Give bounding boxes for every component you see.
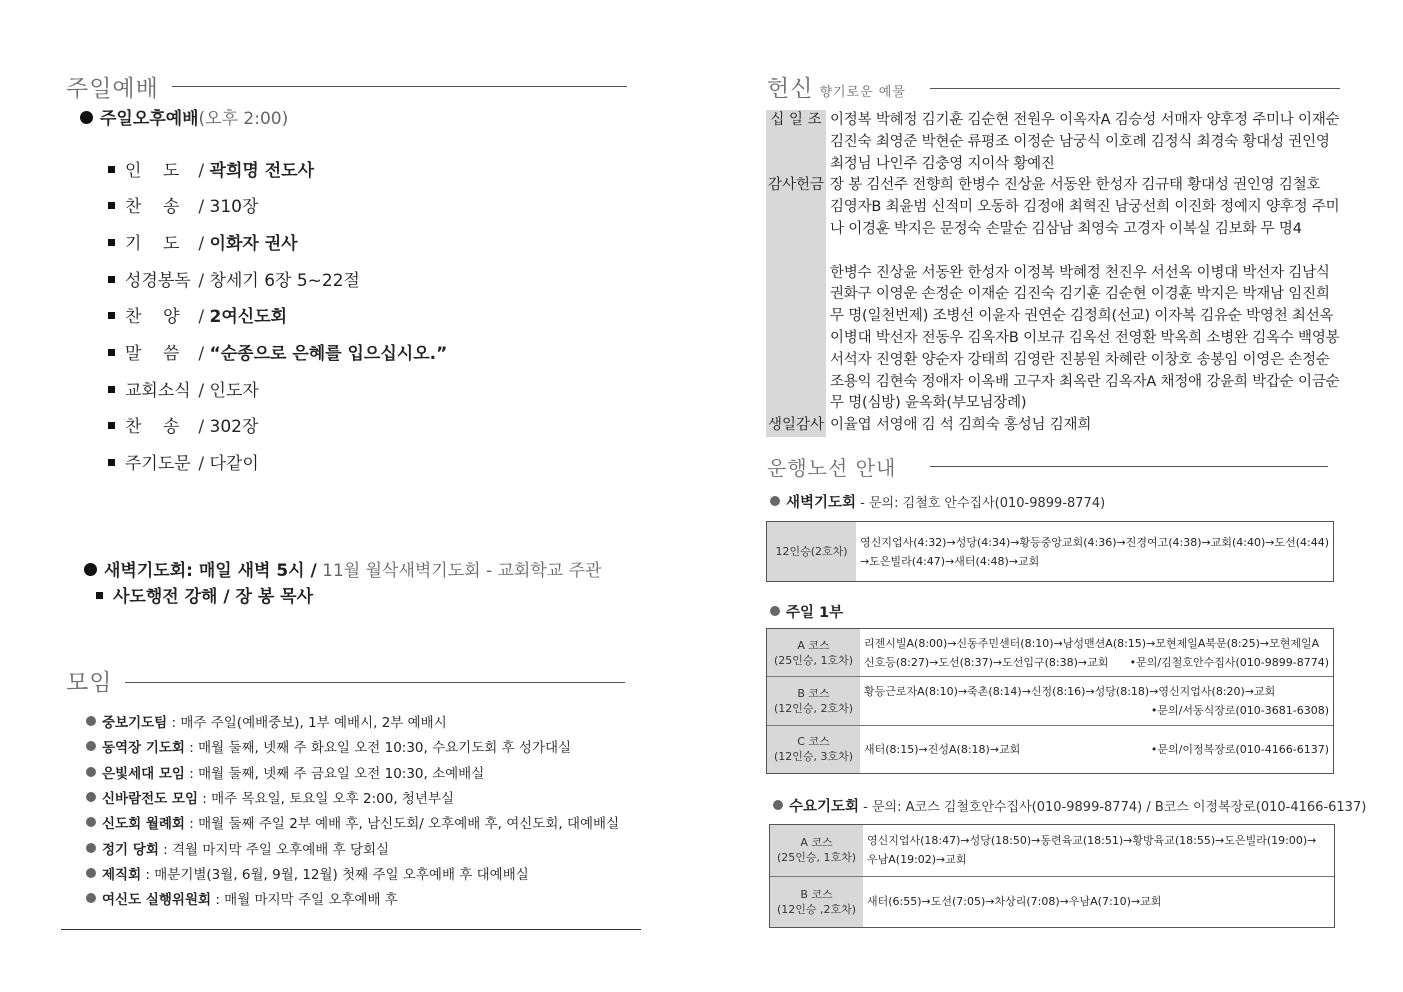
- offering-title: 헌신: [767, 76, 814, 102]
- order-item-label: 찬 송: [125, 417, 180, 437]
- order-item-label: 인 도: [125, 161, 180, 181]
- meeting-name: 정기 당회: [102, 841, 159, 858]
- route-stops-line: [864, 653, 1329, 672]
- meetings-section-title: [66, 664, 112, 697]
- route-course-name: 12인승(2호차): [775, 545, 848, 558]
- dawn-lecture: 사도행전 강해 / 장 봉 목사: [113, 587, 314, 607]
- route-course-label: [767, 726, 860, 773]
- dawn-prayer-main: 새벽기도회: 매일 새벽 5시 /: [104, 561, 317, 581]
- offering-label: 십 일 조: [766, 110, 826, 175]
- route-stops-text: 신호등(8:27)→도선(8:37)→도선입구(8:38)→교회: [864, 655, 1109, 669]
- dawn-route-note: - 문의: 김철호 안수집사(010-9899-8774): [856, 496, 1106, 511]
- order-item-value: “순종으로 은혜를 입으십시오.”: [209, 344, 448, 364]
- offering-names: [826, 110, 1341, 175]
- route-course-name: A 코스: [800, 836, 833, 850]
- offering-names: [826, 175, 1341, 415]
- order-item: [108, 449, 259, 474]
- offering-names-line: 한병수 진상윤 서동완 한성자 이정복 박혜정 천진우 서선옥 이병대 박선자 김남식: [830, 264, 1330, 281]
- offering-names-line: 이율엽 서영애 김 석 김희숙 홍성님 김재희: [830, 417, 1092, 434]
- order-item: [108, 412, 258, 437]
- route-stops-line: [867, 892, 1330, 911]
- offering-names-line: 서석자 진영환 양순자 강태희 김영란 진봉원 차혜란 이창호 송봉임 이영은 손정순: [830, 351, 1330, 368]
- order-item: [108, 192, 258, 217]
- order-item-separator: /: [193, 381, 210, 401]
- order-item-separator: /: [193, 271, 210, 291]
- route-stops-text: 영신지업사(4:32)→성당(4:34)→황등중앙교회(4:36)→진경여고(4:38)→교회(4:40)→도선(4:44): [860, 535, 1329, 549]
- offering-names: [826, 415, 1341, 437]
- order-item-value: 창세기 6장 5~22절: [209, 271, 360, 291]
- sunday1-route-heading: [770, 601, 843, 622]
- route-stops-line: [864, 682, 1329, 701]
- route-stops-text: 황등근로자A(8:10)→죽촌(8:14)→신정(8:16)→성당(8:18)→영신지업사(8:20)→교회: [864, 684, 1276, 698]
- afternoon-service-heading: [80, 104, 288, 129]
- route-stops: [860, 629, 1333, 676]
- order-item: [108, 229, 298, 254]
- offering-names-line: 이병대 박선자 전동우 김옥자B 이보규 김옥선 전영환 박옥희 소병완 김옥수 백영봉: [830, 329, 1340, 346]
- route-stops-line: [864, 634, 1329, 653]
- route-row: [767, 676, 1333, 724]
- order-item-value: 인도자: [209, 381, 259, 401]
- route-stops-line: [867, 850, 1330, 869]
- order-item: [108, 302, 287, 327]
- route-course-label: [767, 522, 856, 581]
- route-contact: •문의/김철호안수집사(010-9899-8774): [1129, 655, 1329, 669]
- bullet-icon: [770, 496, 780, 506]
- order-item-separator: /: [193, 454, 210, 474]
- dawn-route-name: 새벽기도회: [786, 495, 857, 511]
- bullet-square-icon: [96, 592, 103, 599]
- order-item-separator: /: [193, 197, 210, 217]
- meeting-name: 제직회: [102, 866, 142, 883]
- bullet-icon: [86, 741, 96, 751]
- meeting-item: [86, 812, 619, 832]
- offering-names-line: 나 이경훈 박지은 문정숙 손말순 김삼남 최영숙 고경자 이복실 김보화 무 명4: [830, 220, 1302, 237]
- offering-names-line: [830, 241, 1341, 263]
- wednesday-route-note: - 문의: A코스 김철호안수집사(010-9899-8774) / B코스 이정복장로(010-4166-6137): [859, 800, 1367, 815]
- route-course-label: [767, 629, 860, 676]
- bullet-icon: [86, 716, 96, 726]
- bullet-square-icon: [108, 349, 115, 356]
- route-course-vehicle: (25인승, 1호차): [773, 653, 854, 667]
- route-course-vehicle: (25인승, 1호차): [776, 851, 857, 865]
- worship-title-rule: [172, 86, 627, 87]
- offering-title-rule: [930, 88, 1340, 89]
- route-course-label: [767, 677, 860, 724]
- route-stops-line: [860, 552, 1329, 571]
- route-stops: [860, 726, 1333, 773]
- order-item: [108, 376, 259, 401]
- wednesday-route-table: [769, 824, 1335, 928]
- meeting-item: [86, 863, 529, 883]
- bullet-icon: [770, 606, 780, 616]
- order-item-value: 곽희명 전도사: [209, 161, 314, 181]
- order-item-label: 기 도: [125, 234, 180, 254]
- order-item-value: 2여신도회: [209, 307, 288, 327]
- route-stops-line: [867, 831, 1330, 850]
- bullet-square-icon: [108, 312, 115, 319]
- meeting-name: 중보기도팀: [102, 715, 168, 731]
- meeting-name: 여신도 실행위원회: [102, 892, 212, 909]
- bullet-square-icon: [108, 459, 115, 466]
- bullet-icon: [86, 893, 96, 903]
- bullet-icon: [86, 843, 96, 853]
- order-item-separator: /: [193, 161, 210, 181]
- meeting-desc: : 매주 목요일, 토요일 오후 2:00, 청년부실: [198, 790, 455, 807]
- meeting-name: 신도회 월례회: [102, 816, 185, 833]
- route-course-label: [770, 825, 863, 876]
- meetings-title: 모임: [66, 670, 113, 696]
- sunday1-route-name: 주일 1부: [786, 605, 844, 621]
- offering-label: 감사헌금: [766, 175, 826, 415]
- route-stops-text: →도은빌라(4:47)→새터(4:48)→교회: [860, 554, 1040, 568]
- offering-names-line: 최정님 나인주 김충영 지이삭 황예진: [830, 155, 1055, 172]
- offering-names-line: 조용익 김현숙 정애자 이옥배 고구자 최옥란 김옥자A 채정애 강윤희 박갑순 이금순: [830, 373, 1340, 390]
- meeting-desc: : 매분기별(3월, 6월, 9월, 12월) 첫째 주일 오후예배 후 대예배실: [141, 866, 529, 883]
- meeting-item: [86, 711, 447, 731]
- afternoon-service-name: 주일오후예배: [100, 109, 199, 129]
- order-item-label: 말 씀: [125, 344, 180, 364]
- worship-section-title: [66, 70, 159, 103]
- offering-names-line: 장 봉 김선주 전향희 한병수 진상윤 서동완 한성자 김규태 황대성 권인영 김철호: [830, 177, 1321, 194]
- order-item-separator: /: [193, 417, 210, 437]
- offering-row: [766, 175, 1341, 415]
- dawn-prayer-line: [84, 556, 601, 581]
- route-course-name: B 코스: [800, 887, 833, 901]
- route-stops: [863, 825, 1334, 876]
- bullet-icon: [84, 563, 97, 576]
- meeting-name: 신바람전도 모임: [102, 790, 198, 807]
- bottom-rule: [61, 929, 641, 930]
- route-course-name: A 코스: [797, 638, 830, 652]
- bullet-icon: [86, 792, 96, 802]
- bullet-square-icon: [108, 202, 115, 209]
- order-item-separator: /: [193, 344, 210, 364]
- dawn-route-table: [766, 521, 1334, 582]
- order-item-value: 302장: [209, 417, 259, 437]
- routes-title-rule: [930, 466, 1328, 467]
- offering-names-line: 김영자B 최윤범 신적미 오동하 김정애 최혁진 남궁선희 이진화 정예지 양후정 주미: [830, 199, 1340, 216]
- offering-subtitle: 향기로운 예물: [819, 85, 906, 100]
- bullet-square-icon: [108, 276, 115, 283]
- offering-row: [766, 415, 1341, 437]
- route-row: [767, 725, 1333, 773]
- route-row: [767, 629, 1333, 676]
- meeting-desc: : 매주 주일(예배중보), 1부 예배시, 2부 예배시: [167, 715, 447, 731]
- order-item-value: 310장: [209, 197, 259, 217]
- offering-names-line: 무 명(심방) 윤옥화(부모님장례): [830, 395, 1027, 412]
- route-stops: [863, 877, 1334, 928]
- meeting-item: [86, 736, 571, 756]
- dawn-prayer-sub: 11월 월삭새벽기도회 - 교회학교 주관: [322, 561, 602, 581]
- route-stops: [856, 522, 1333, 581]
- bullet-icon: [773, 800, 783, 810]
- route-stops-text: 새터(6:55)→도선(7:05)→차상리(7:08)→우남A(7:10)→교회: [867, 895, 1162, 909]
- route-stops-text: 새터(8:15)→진성A(8:18)→교회: [864, 742, 1021, 756]
- meeting-desc: : 매월 둘째, 넷째 주 금요일 오전 10:30, 소예배실: [184, 765, 485, 782]
- order-item: [108, 266, 360, 291]
- offering-names-line: 김진숙 최영준 박현순 류평조 이정순 남궁식 이호례 김정식 최경숙 황대성 권인영: [830, 133, 1330, 150]
- meeting-item: [86, 838, 389, 858]
- offering-names-line: 무 명(일천번제) 조병선 이윤자 권연순 김정희(선교) 이자복 김유순 박영천 최선옥: [830, 308, 1334, 325]
- meetings-title-rule: [125, 682, 625, 683]
- bullet-icon: [80, 111, 93, 124]
- order-item-value: 이화자 권사: [209, 234, 298, 254]
- route-contact: •문의/서동식장로(010-3681-6308): [1150, 703, 1329, 717]
- worship-title: 주일예배: [66, 76, 159, 102]
- offering-section-title: [767, 70, 906, 103]
- bullet-square-icon: [108, 386, 115, 393]
- order-item-separator: /: [193, 234, 210, 254]
- order-item-separator: /: [193, 307, 210, 327]
- afternoon-service-time: (오후 2:00): [198, 109, 289, 129]
- dawn-route-heading: [770, 491, 1105, 512]
- route-contact: •문의/이정복장로(010-4166-6137): [1150, 742, 1329, 756]
- route-row: [770, 876, 1334, 928]
- order-item: [108, 339, 447, 364]
- dawn-lecture-line: [96, 582, 313, 607]
- offering-names-line: 권화구 이영운 손정순 이재순 김진숙 김기훈 김순현 이경훈 박지은 박재남 임진희: [830, 286, 1330, 303]
- bullet-icon: [86, 767, 96, 777]
- route-course-vehicle: (12인승 ,2호차): [776, 902, 857, 916]
- order-item-label: 주기도문: [125, 454, 191, 474]
- order-item-label: 찬 양: [125, 307, 180, 327]
- sunday1-route-table: [766, 628, 1334, 774]
- order-item-value: 다같이: [209, 454, 259, 474]
- routes-section-title: [767, 452, 896, 481]
- bullet-square-icon: [108, 166, 115, 173]
- wednesday-route-heading: [773, 795, 1366, 816]
- wednesday-route-name: 수요기도회: [789, 799, 860, 815]
- route-stops-text: 리젠시빌A(8:00)→신동주민센터(8:10)→남성맨션A(8:15)→모현제일A북문(8:25)→모현제일A: [864, 636, 1320, 650]
- route-stops: [860, 677, 1333, 724]
- route-course-name: B 코스: [797, 686, 830, 700]
- offering-names-line: 이정복 박혜정 김기훈 김순현 전원우 이옥자A 김승성 서매자 양후정 주미나 이재순: [830, 112, 1340, 128]
- offering-row: [766, 110, 1341, 175]
- route-row: [770, 825, 1334, 876]
- route-course-label: [770, 877, 863, 928]
- order-item: [108, 156, 314, 181]
- meeting-desc: : 매월 마지막 주일 오후예배 후: [211, 892, 398, 909]
- bullet-icon: [86, 868, 96, 878]
- meeting-desc: : 격월 마지막 주일 오후예배 후 당회실: [158, 841, 390, 858]
- bullet-icon: [86, 817, 96, 827]
- offering-label: 생일감사: [766, 415, 826, 437]
- route-row: [767, 522, 1333, 581]
- bullet-square-icon: [108, 422, 115, 429]
- meeting-desc: : 매월 둘째 주일 2부 예배 후, 남신도회/ 오후예배 후, 여신도회, 대예배실: [184, 816, 620, 833]
- route-course-name: C 코스: [797, 735, 830, 749]
- meeting-name: 동역장 기도회: [102, 740, 185, 757]
- route-stops-text: 영신지업사(18:47)→성당(18:50)→동련육교(18:51)→황방육교(18:55)→도은빌라(19:00)→: [867, 834, 1317, 848]
- meeting-item: [86, 762, 484, 782]
- order-item-label: 찬 송: [125, 197, 180, 217]
- meeting-item: [86, 787, 454, 807]
- route-course-vehicle: (12인승, 3호차): [773, 750, 854, 764]
- order-item-label: 교회소식: [125, 381, 191, 401]
- routes-title: 운행노선 안내: [767, 456, 897, 480]
- meeting-name: 은빛세대 모임: [102, 765, 185, 782]
- meeting-desc: : 매월 둘째, 넷째 주 화요일 오전 10:30, 수요기도회 후 성가대실: [184, 740, 572, 757]
- order-item-label: 성경봉독: [125, 271, 191, 291]
- route-stops-line: [864, 701, 1329, 720]
- meeting-item: [86, 888, 398, 908]
- route-stops-line: [864, 740, 1329, 759]
- bullet-square-icon: [108, 239, 115, 246]
- route-course-vehicle: (12인승, 2호차): [773, 701, 854, 715]
- route-stops-text: 우남A(19:02)→교회: [867, 853, 967, 867]
- route-stops-line: [860, 533, 1329, 552]
